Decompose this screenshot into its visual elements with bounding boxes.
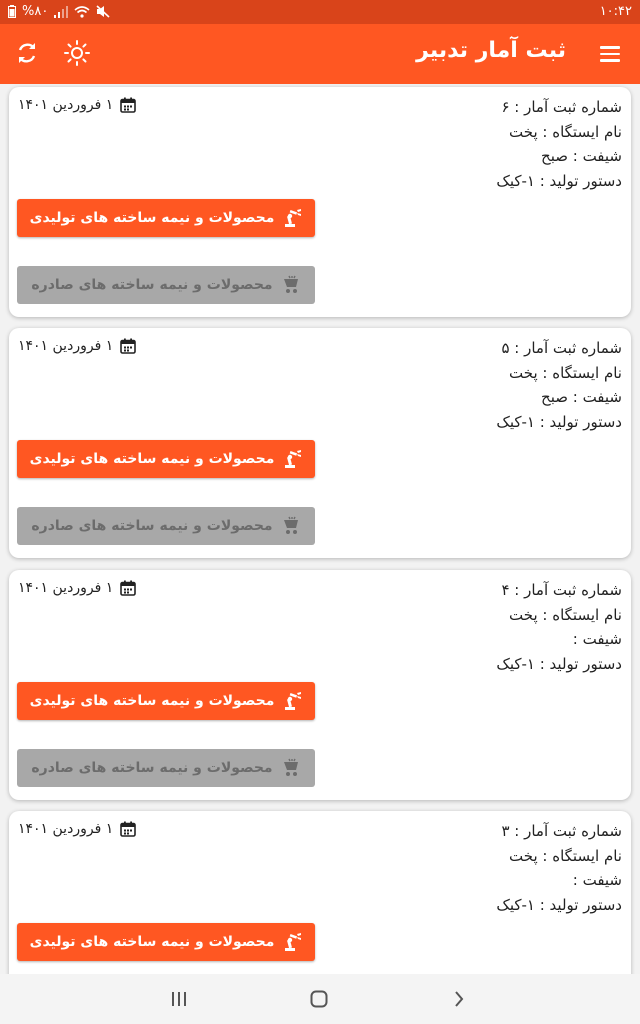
record-date (18, 97, 136, 113)
exported-items-label: محصولات و نیمه ساخته های صادره (31, 518, 273, 534)
produced-items-button[interactable] (17, 440, 315, 478)
record-info (496, 336, 622, 434)
date-text: ۱ فروردین ۱۴۰۱ (18, 97, 114, 113)
home-icon[interactable] (306, 986, 332, 1012)
calendar-icon (120, 97, 136, 113)
calendar-icon (120, 580, 136, 596)
record-number: شماره ثبت آمار : ۴ (501, 581, 622, 599)
record-info (496, 95, 622, 193)
robot-arm-icon (282, 449, 302, 469)
record-date (18, 580, 136, 596)
exported-items-button[interactable] (17, 266, 315, 304)
exported-items-button[interactable] (17, 507, 315, 545)
station-name: نام ایستگاه : پخت (509, 846, 622, 865)
status-icons (8, 4, 110, 19)
battery-percent: %۸۰ (22, 4, 49, 19)
calendar-icon (120, 821, 136, 837)
app-bar (0, 24, 640, 84)
record-date (18, 821, 136, 837)
wifi-icon (74, 6, 90, 18)
record-card (9, 328, 631, 558)
production-order: دستور تولید : ۱-کیک (496, 654, 622, 673)
produced-items-label: محصولات و نیمه ساخته های تولیدی (29, 210, 275, 226)
record-number: شماره ثبت آمار : ۶ (501, 98, 622, 116)
production-order: دستور تولید : ۱-کیک (496, 895, 622, 914)
cart-icon (281, 516, 301, 536)
page-title: ثبت آمار تدبیر (416, 38, 566, 63)
record-card (9, 570, 631, 800)
record-list (0, 84, 640, 974)
record-number: شماره ثبت آمار : ۳ (501, 822, 622, 840)
produced-items-button[interactable] (17, 682, 315, 720)
record-card (9, 87, 631, 317)
shift: شیفت : صبح (541, 147, 622, 165)
production-order: دستور تولید : ۱-کیک (496, 412, 622, 431)
record-date (18, 338, 136, 354)
sync-icon[interactable] (12, 38, 42, 68)
date-text: ۱ فروردین ۱۴۰۱ (18, 580, 114, 596)
recent-apps-icon[interactable] (166, 986, 192, 1012)
production-order: دستور تولید : ۱-کیک (496, 171, 622, 190)
status-bar (0, 0, 640, 24)
system-nav-bar (0, 974, 640, 1024)
robot-arm-icon (282, 932, 302, 952)
battery-icon (8, 5, 16, 18)
status-time: ۱۰:۴۲ (599, 4, 632, 19)
exported-items-button[interactable] (17, 749, 315, 787)
record-info (496, 819, 622, 917)
exported-items-label: محصولات و نیمه ساخته های صادره (31, 760, 273, 776)
shift: شیفت : (572, 871, 622, 889)
cart-icon (281, 275, 301, 295)
station-name: نام ایستگاه : پخت (509, 122, 622, 141)
exported-items-label: محصولات و نیمه ساخته های صادره (31, 277, 273, 293)
mute-icon (96, 5, 110, 18)
record-card (9, 811, 631, 974)
date-text: ۱ فروردین ۱۴۰۱ (18, 338, 114, 354)
produced-items-label: محصولات و نیمه ساخته های تولیدی (29, 693, 275, 709)
signal-icon (54, 6, 68, 18)
produced-items-label: محصولات و نیمه ساخته های تولیدی (29, 451, 275, 467)
shift: شیفت : (572, 630, 622, 648)
back-icon[interactable] (446, 986, 472, 1012)
menu-icon[interactable] (594, 38, 626, 70)
date-text: ۱ فروردین ۱۴۰۱ (18, 821, 114, 837)
robot-arm-icon (282, 691, 302, 711)
produced-items-button[interactable] (17, 923, 315, 961)
calendar-icon (120, 338, 136, 354)
cart-icon (281, 758, 301, 778)
produced-items-button[interactable] (17, 199, 315, 237)
shift: شیفت : صبح (541, 388, 622, 406)
record-number: شماره ثبت آمار : ۵ (501, 339, 622, 357)
robot-arm-icon (282, 208, 302, 228)
record-info (496, 578, 622, 676)
brightness-icon[interactable] (62, 38, 92, 68)
produced-items-label: محصولات و نیمه ساخته های تولیدی (29, 934, 275, 950)
station-name: نام ایستگاه : پخت (509, 605, 622, 624)
station-name: نام ایستگاه : پخت (509, 363, 622, 382)
